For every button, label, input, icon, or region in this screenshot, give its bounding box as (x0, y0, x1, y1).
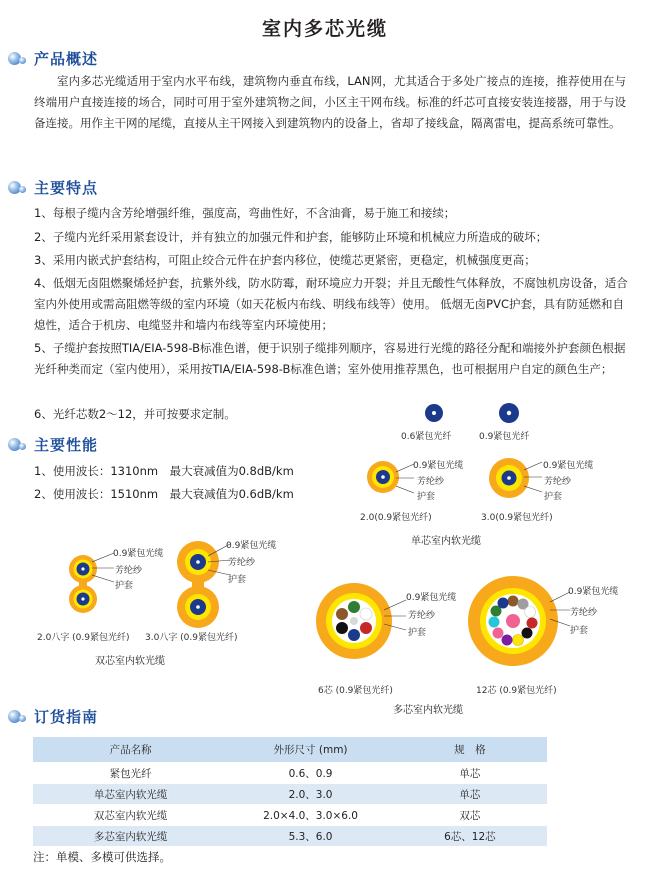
single-core-caption: 单芯室内软光缆 (411, 536, 481, 547)
single-core-20-label: 2.0(0.9紧包光纤) (360, 513, 432, 523)
table-row (33, 805, 547, 826)
label-jacket: 护套 (115, 581, 134, 591)
section-header-ordering (8, 705, 98, 727)
table-cell: 6芯、12芯 (393, 826, 547, 847)
performance-item: 1、使用波长：1310nm 最大衰减值为0.8dB/km (34, 464, 294, 478)
multi-core-caption: 多芯室内软光缆 (393, 705, 463, 716)
multi-core-12-diagram (467, 575, 559, 667)
single-core-20-diagram (366, 460, 400, 494)
label-aramid: 芳纶纱 (228, 558, 256, 568)
table-cell: 双芯室内软光缆 (33, 805, 228, 826)
section-header-overview (8, 47, 98, 69)
table-cell: 紧包光纤 (33, 763, 228, 784)
section-header-features (8, 176, 98, 198)
dual-core-20-label: 2.0八字 (0.9紧包光纤) (37, 633, 130, 643)
overview-paragraph: 室内多芯光缆适用于室内水平布线，建筑物内垂直布线，LAN网，尤其适合于多处广接点的连接，推荐使用在与终端用户直接连接的场合，同时可用于室外建筑物之间，小区主干网布线。标准的纤芯可直接安装连接器，用于与设备连接。用作主干网的尾缆，直接从主干网接入到建筑物内的设备上，省却了接线盒，隔离雷电，提高系统可靠性。 (34, 74, 626, 130)
table-cell: 多芯室内软光缆 (33, 826, 228, 847)
table-row (33, 784, 547, 805)
table-cell: 2.0×4.0、3.0×6.0 (228, 805, 392, 826)
section-header-performance (8, 433, 98, 455)
multi-core-12-label: 12芯 (0.9紧包光纤) (476, 686, 557, 696)
table-cell: 单芯 (393, 784, 547, 805)
label-jacket: 护套 (408, 628, 427, 638)
dual-core-caption: 双芯室内软光缆 (95, 656, 165, 667)
bubble-bullet-icon (8, 177, 28, 197)
column-header: 外形尺寸 (mm) (228, 737, 392, 763)
column-header: 规 格 (393, 737, 547, 763)
label-jacket: 护套 (417, 492, 436, 502)
label-tight-cable: 0.9紧包光缆 (113, 549, 164, 559)
tight-fiber-09-label: 0.9紧包光纤 (479, 432, 530, 442)
tight-fiber-06-label: 0.6紧包光纤 (401, 432, 452, 442)
section-title: 产品概述 (34, 49, 99, 68)
label-aramid: 芳纶纱 (570, 608, 598, 618)
section-title: 主要特点 (34, 178, 99, 197)
table-header-row (33, 737, 547, 763)
leader-lines (524, 458, 544, 498)
feature-item: 4、低烟无卤阻燃聚烯烃护套，抗紫外线，防水防霉，耐环境应力开裂；并且无酸性气体释放，不腐蚀机房设备，适合室内外使用或需高阻燃等级的室内环境（如天花板内布线、明线布线等）使用。 低烟无卤PVC护套，具有防延燃和自熄性，适合于机房、电缆竖井和墙内布线等室内环境使用； (34, 276, 628, 332)
bubble-bullet-icon (8, 48, 28, 68)
table-row (33, 763, 547, 784)
dual-core-30-label: 3.0八字 (0.9紧包光纤) (145, 633, 238, 643)
label-tight-cable: 0.9紧包光缆 (413, 461, 464, 471)
table-cell: 0.6、0.9 (228, 763, 392, 784)
label-aramid: 芳纶纱 (417, 477, 445, 487)
footnote: 注：单模、多模可供选择。 (33, 850, 171, 864)
leader-lines (384, 598, 408, 638)
label-tight-cable: 0.9紧包光缆 (406, 593, 457, 603)
feature-item: 1、每根子缆内含芳纶增强纤维，强度高，弯曲性好，不含油膏，易于施工和接续； (34, 206, 456, 220)
single-core-30-label: 3.0(0.9紧包光纤) (481, 513, 553, 523)
label-tight-cable: 0.9紧包光缆 (543, 461, 594, 471)
table-row (33, 826, 547, 847)
label-jacket: 护套 (570, 626, 589, 636)
bubble-bullet-icon (8, 434, 28, 454)
table-cell: 2.0、3.0 (228, 784, 392, 805)
multi-core-6-label: 6芯 (0.9紧包光纤) (318, 686, 393, 696)
table-cell: 单芯室内软光缆 (33, 784, 228, 805)
bubble-bullet-icon (8, 706, 28, 726)
label-aramid: 芳纶纱 (408, 611, 436, 621)
feature-item: 6、光纤芯数2～12，并可按要求定制。 (34, 407, 236, 421)
section-title: 主要性能 (34, 435, 99, 454)
order-table (33, 737, 547, 847)
multi-core-6-diagram (315, 582, 393, 660)
label-aramid: 芳纶纱 (544, 477, 572, 487)
feature-item: 3、采用内嵌式护套结构，可阻止绞合元件在护套内移位，使缆芯更紧密，更稳定，机械强度更高； (34, 253, 536, 267)
label-tight-cable: 0.9紧包光缆 (226, 541, 277, 551)
table-cell: 单芯 (393, 763, 547, 784)
label-jacket: 护套 (544, 492, 563, 502)
label-tight-cable: 0.9紧包光缆 (568, 587, 619, 597)
feature-item: 2、子缆内光纤采用紧套设计，并有独立的加强元件和护套，能够防止环境和机械应力所造成的破坏； (34, 230, 548, 244)
page-title: 室内多芯光缆 (261, 18, 388, 40)
section-title: 订货指南 (34, 707, 99, 726)
label-aramid: 芳纶纱 (115, 566, 143, 576)
tight-fiber-06-diagram (424, 403, 444, 423)
column-header: 产品名称 (33, 737, 228, 763)
feature-item: 5、子缆护套按照TIA/EIA-598-B标准色谱，便于识别子缆排列顺序，容易进行光缆的路径分配和端接外护套颜色根据光纤种类而定（室内使用），采用按TIA/EIA-598-B标准色谱；室外使用推荐黑色，也可根据用户自定的颜色生产； (34, 341, 626, 376)
performance-item: 2、使用波长：1510nm 最大衰减值为0.6dB/km (34, 487, 294, 501)
table-cell: 双芯 (393, 805, 547, 826)
tight-fiber-09-diagram (498, 402, 520, 424)
table-cell: 5.3、6.0 (228, 826, 392, 847)
label-jacket: 护套 (228, 575, 247, 585)
